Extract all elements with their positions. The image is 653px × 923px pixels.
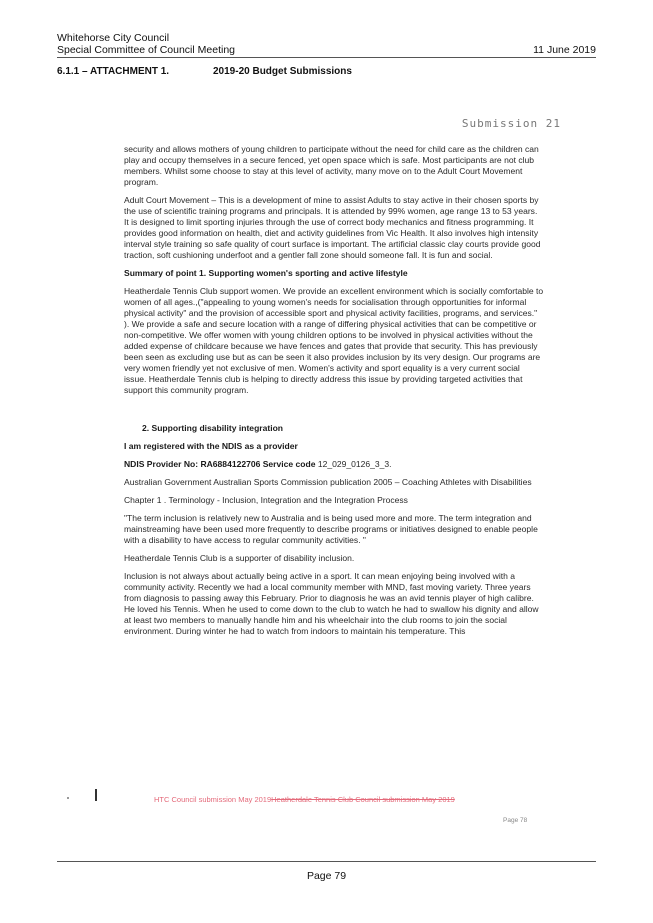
section-heading: Summary of point 1. Supporting women's sporting and active lifestyle [124, 268, 408, 278]
paragraph: Inclusion is not always about actually being active in a sport. It can mean enjoying being involved with a community activity. Recently we had a local community member with MND, fast moving variety. Three years from diagnosis to passing away this February. Prior to diagnosis he was an avid tennis player of high calibre. He loved his Tennis. When he used to come down to the club to watch he had to swallow his dignity and allow at least two members to manually handle him and his wheelchair into the club rooms to join the social environment. During winter he had to watch from indoors to maintain his temperature. This [124, 571, 539, 636]
subheading: I am registered with the NDIS as a provider [124, 441, 298, 451]
header-date: 11 June 2019 [533, 44, 596, 56]
paragraph: Chapter 1 . Terminology - Inclusion, Integration and the Integration Process [124, 495, 408, 505]
header-divider [57, 57, 596, 58]
scan-mark [67, 797, 69, 799]
section-heading: 2. Supporting disability integration [142, 423, 284, 433]
footer-filename-struck: Heatherdale Tennis Club Council submission May 2019 [271, 795, 455, 804]
paragraph: Heatherdale Tennis Club support women. We provide an excellent environment which is socially comfortable to women of all ages.,("appealing to young women's needs for socialisation through opportunities for informal physical activity" and the provision of accessible sport and physical activity facilities, programs, and services." ). We provide a safe and secure location with a range of differing physical activities that can be competitive or non-competitive. We offer women with young children options to be involved in physical activities without the added expense of childcare because we have fences and gates that provide that security. This has previously been seen as excluding use but as can be seen it also provides inclusion by its very design. Our programs are very women friendly yet not exclusive of men. Women's activity and sport equality is a very current social issue. Heatherdale Tennis club is helping to directly address this issue by providing targeted activities that support this community program. [124, 286, 544, 395]
paragraph: Heatherdale Tennis Club is a supporter of disability inclusion. [124, 553, 355, 563]
footer-filename [154, 795, 455, 804]
document-body [124, 144, 544, 644]
footer-filename-current: HTC Council submission May 2019 [154, 795, 272, 804]
header-org: Whitehorse City Council [57, 32, 170, 44]
inner-page-number: Page 78 [503, 817, 528, 824]
quote-paragraph: "The term inclusion is relatively new to Australia and is being used more and more. The term integration and mainstreaming have been used more frequently to describe programs or initiatives designed to enable people with a disability to have access to regular community activities. " [124, 513, 538, 545]
change-bar [95, 789, 97, 801]
paragraph: Australian Government Australian Sports Commission publication 2005 – Coaching Athletes with Disabilities [124, 477, 532, 487]
attachment-label: 6.1.1 – ATTACHMENT 1. [57, 66, 170, 77]
paragraph: security and allows mothers of young children to participate without the need for child care as the children can play and occupy themselves in a secure fenced, yet open space which is safe. Most participants are not club members. Whilst some choose to stay at this level of activity, many move on to the Adult Court Movement program. [124, 144, 539, 187]
submission-number: Submission 21 [461, 117, 561, 130]
attachment-title: 2019-20 Budget Submissions [213, 66, 352, 77]
service-code-label: Service code [262, 459, 316, 469]
header-meeting: Special Committee of Council Meeting [57, 44, 235, 56]
ndis-provider-label: NDIS Provider No: RA6884122706 [124, 459, 261, 469]
service-code: 12_029_0126_3_3. [317, 459, 392, 469]
page-number: Page 79 [306, 870, 347, 882]
ndis-line [124, 459, 544, 470]
paragraph: Adult Court Movement – This is a development of mine to assist Adults to stay active in their chosen sports by the use of scientific training programs and principals. It is attended by 99% women, age range 13 to 53 years. It is designed to limit sporting injuries through the use of correct body mechanics and fitness programming. It provides good information on health, diet and activity guidelines from Vic Health. It also involves high intensity interval style training so safe quality of court surface is important. The artificial classic clay courts provide good traction, soft cushioning underfoot and a gentler fall zone should someone fall. It is fun and social. [124, 195, 541, 260]
footer-divider [57, 861, 596, 862]
